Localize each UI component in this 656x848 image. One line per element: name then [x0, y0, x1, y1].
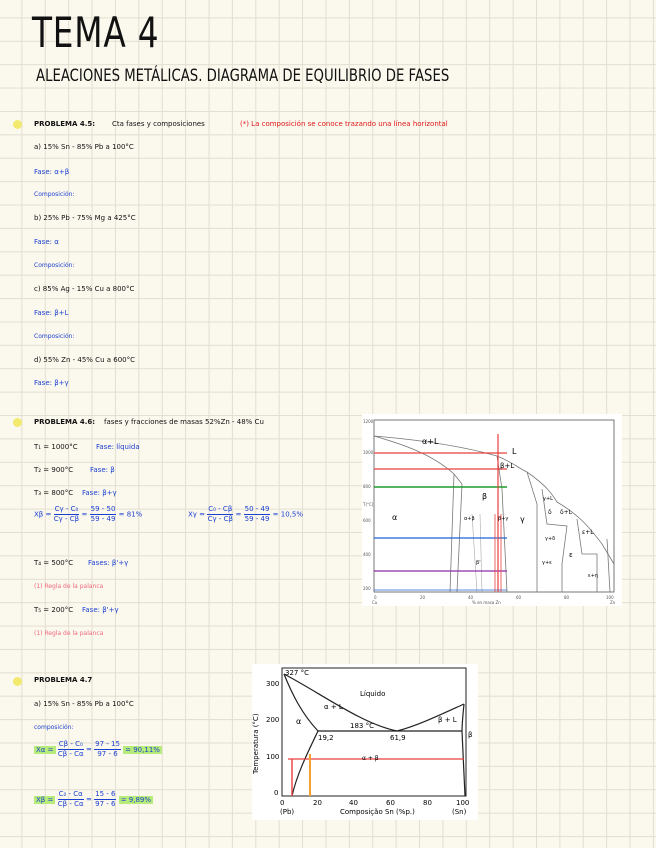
y-tick: 0	[274, 789, 279, 797]
y-axis-label: Temperatura (°C)	[252, 713, 260, 774]
x-axis-label: % en masa Zn	[472, 600, 501, 605]
p45-d-line: d) 55% Zn - 45% Cu a 600°C	[34, 356, 135, 364]
p46-t5-rule: (1) Regla de la palanca	[34, 630, 104, 637]
xalpha-num1: Cβ - C₀	[58, 740, 83, 748]
p47-line: a) 15% Sn - 85% Pb a 100°C	[34, 700, 134, 708]
p45-a-comp: Composición:	[34, 191, 75, 198]
bullet-dot	[13, 120, 22, 129]
label-e-plus-l: ε+L	[582, 529, 594, 536]
x-tick: 60	[516, 595, 522, 600]
p45-b-comp: Composición:	[34, 262, 75, 269]
xalpha-eq: =	[86, 745, 92, 754]
label-a-plus-b: α + β	[362, 755, 379, 762]
label-liquido: Líquido	[360, 690, 386, 698]
p46-t2: T₂ = 900°C	[34, 466, 74, 474]
label-a-plus-l: α + L	[324, 703, 343, 711]
y-tick: 1200	[363, 419, 374, 424]
xalpha-lhs: Xα =	[36, 745, 54, 754]
label-61-9: 61,9	[390, 734, 406, 742]
xbeta-num2: 59 - 50	[90, 505, 116, 513]
xbeta2-eq: =	[86, 795, 92, 804]
p46-t5: T₅ = 200°C	[34, 606, 74, 614]
x-end-pb: (Pb)	[280, 808, 295, 816]
label-b-plus-g: β+γ	[498, 516, 509, 522]
x-tick: 100	[456, 799, 470, 807]
x-tick: 20	[420, 595, 426, 600]
xbeta2-den2: 97 - 6	[95, 800, 116, 808]
label-g-plus-e: γ+ε	[542, 560, 552, 566]
xgamma-den2: 59 - 49	[244, 515, 270, 523]
xbeta2-num1: C₀ - Cα	[58, 790, 83, 798]
problem-4-5-note: (*) La composición se conoce trazando una línea horizontal	[240, 120, 448, 128]
p46-t2-fase: Fase: β	[90, 466, 115, 474]
p46-t4: T₄ = 500°C	[34, 559, 74, 567]
label-183: 183 °C	[350, 722, 374, 730]
p45-c-fase: Fase: β+L	[34, 309, 69, 317]
label-epsilon: ε	[569, 551, 573, 559]
p46-t5-fase: Fase: β'+γ	[82, 606, 119, 614]
p47-comp: composición:	[34, 724, 74, 731]
problem-4-6-desc: fases y fracciones de masas 52%Zn - 48% Cu	[104, 418, 264, 426]
xbeta-den2: 59 - 49	[90, 515, 116, 523]
label-beta: β	[468, 731, 473, 739]
xalpha-den1: Cβ - Cα	[57, 750, 84, 758]
p45-a-line: a) 15% Sn - 85% Pb a 100°C	[34, 143, 134, 151]
xgamma-equation	[188, 505, 303, 524]
xbeta-eq: =	[81, 510, 88, 519]
label-alpha: α	[296, 717, 302, 726]
page-title: TEMA 4	[32, 8, 160, 57]
label-a-plus-b: α+β	[464, 516, 475, 522]
label-g-plus-l: γ+L	[543, 496, 553, 502]
y-tick: 800	[363, 484, 371, 489]
x-tick: 80	[423, 799, 432, 807]
xbeta2-lhs: Xβ =	[36, 795, 54, 804]
p45-b-line: b) 25% Pb - 75% Mg a 425°C	[34, 214, 136, 222]
cu-zn-phase-diagram	[362, 414, 622, 606]
p45-b-fase: Fase: α	[34, 238, 59, 246]
x-tick: 40	[468, 595, 474, 600]
p46-t4-fase: Fases: β'+γ	[88, 559, 129, 567]
x-tick: 0	[280, 799, 285, 807]
problem-4-5-heading: PROBLEMA 4.5:	[34, 120, 96, 128]
xbeta2-result: = 9,89%	[120, 795, 152, 804]
p45-c-comp: Composición:	[34, 333, 75, 340]
label-a-plus-l: α+L	[422, 437, 439, 446]
xbeta-den1: Cγ - Cβ	[53, 515, 80, 523]
xbeta2-equation	[34, 790, 153, 809]
y-tick: 600	[363, 518, 371, 523]
page-subtitle: ALEACIONES METÁLICAS. DIAGRAMA DE EQUILIBRIO DE FASES	[36, 66, 450, 86]
x-end-zn: Zn	[610, 600, 616, 605]
bullet-dot	[13, 677, 22, 686]
label-delta: δ	[548, 509, 552, 516]
cu-zn-diagram-svg	[362, 414, 622, 606]
x-tick: 100	[606, 595, 614, 600]
problem-4-5-desc: Cta fases y composiciones	[112, 120, 205, 128]
xalpha-result: = 90,11%	[125, 745, 160, 754]
xbeta2-den1: Cβ - Cα	[57, 800, 84, 808]
y-tick: 200	[266, 716, 280, 724]
y-tick: 1000	[363, 450, 374, 455]
x-tick: 20	[313, 799, 322, 807]
y-tick: 200	[363, 586, 371, 591]
xalpha-num2: 97 - 15	[95, 740, 120, 748]
p46-t3-fase: Fase: β+γ	[82, 489, 117, 497]
p45-a-fase: Fase: α+β	[34, 168, 70, 176]
label-g-plus-d: γ+δ	[545, 536, 556, 542]
p45-c-line: c) 85% Ag - 15% Cu a 800°C	[34, 285, 135, 293]
problem-4-7-heading: PROBLEMA 4.7	[34, 676, 93, 684]
xgamma-lhs: Xγ =	[188, 510, 206, 519]
p46-t1-fase: Fase: líquida	[96, 443, 140, 451]
x-tick: 60	[386, 799, 395, 807]
label-l: L	[512, 447, 517, 456]
x-axis-label: Composição Sn (%p.)	[340, 808, 415, 816]
xbeta-equation	[34, 505, 142, 524]
xalpha-den2: 97 - 6	[97, 750, 118, 758]
label-19-2: 19,2	[318, 734, 334, 742]
label-e-plus-eta: ε+η	[588, 573, 599, 579]
xgamma-den1: Cγ - Cβ	[207, 515, 233, 523]
x-end-sn: (Sn)	[452, 808, 467, 816]
label-delta-plus-l: δ+L	[560, 509, 573, 516]
label-gamma: γ	[520, 515, 525, 524]
xbeta-num1: Cγ - C₀	[54, 505, 79, 513]
xbeta-lhs: Xβ =	[34, 510, 52, 519]
label-b-plus-l: β + L	[438, 716, 457, 724]
y-axis-label: T(°C)	[363, 502, 374, 507]
xbeta2-num2: 15 - 6	[95, 790, 116, 798]
pb-sn-diagram-svg	[252, 664, 478, 820]
xalpha-equation	[34, 740, 162, 759]
p46-t4-rule: (1) Regla de la palanca	[34, 583, 104, 590]
y-tick: 300	[266, 680, 280, 688]
label-beta: β	[482, 492, 488, 501]
xgamma-result: = 10,5%	[272, 510, 303, 519]
bullet-dot	[13, 418, 22, 427]
x-end-cu: Cu	[372, 600, 378, 605]
xgamma-eq: =	[235, 510, 242, 519]
label-b-plus-l: β+L	[500, 462, 515, 470]
problem-4-6-heading: PROBLEMA 4.6:	[34, 418, 96, 426]
xgamma-num2: 50 - 49	[244, 505, 270, 513]
p45-d-fase: Fase: β+γ	[34, 379, 69, 387]
label-beta-prime: β'	[476, 560, 481, 566]
p46-t3: T₃ = 800°C	[34, 489, 74, 497]
x-tick: 80	[564, 595, 570, 600]
xbeta-result: = 81%	[118, 510, 143, 519]
label-alpha: α	[392, 513, 398, 522]
p46-t1: T₁ = 1000°C	[34, 443, 78, 451]
pb-sn-phase-diagram	[252, 664, 478, 820]
y-tick: 100	[266, 753, 280, 761]
xgamma-num1: C₀ - Cβ	[208, 505, 233, 513]
x-tick: 0	[374, 595, 377, 600]
label-327: 327 °C	[285, 669, 309, 677]
x-tick: 40	[349, 799, 358, 807]
y-tick: 400	[363, 552, 371, 557]
